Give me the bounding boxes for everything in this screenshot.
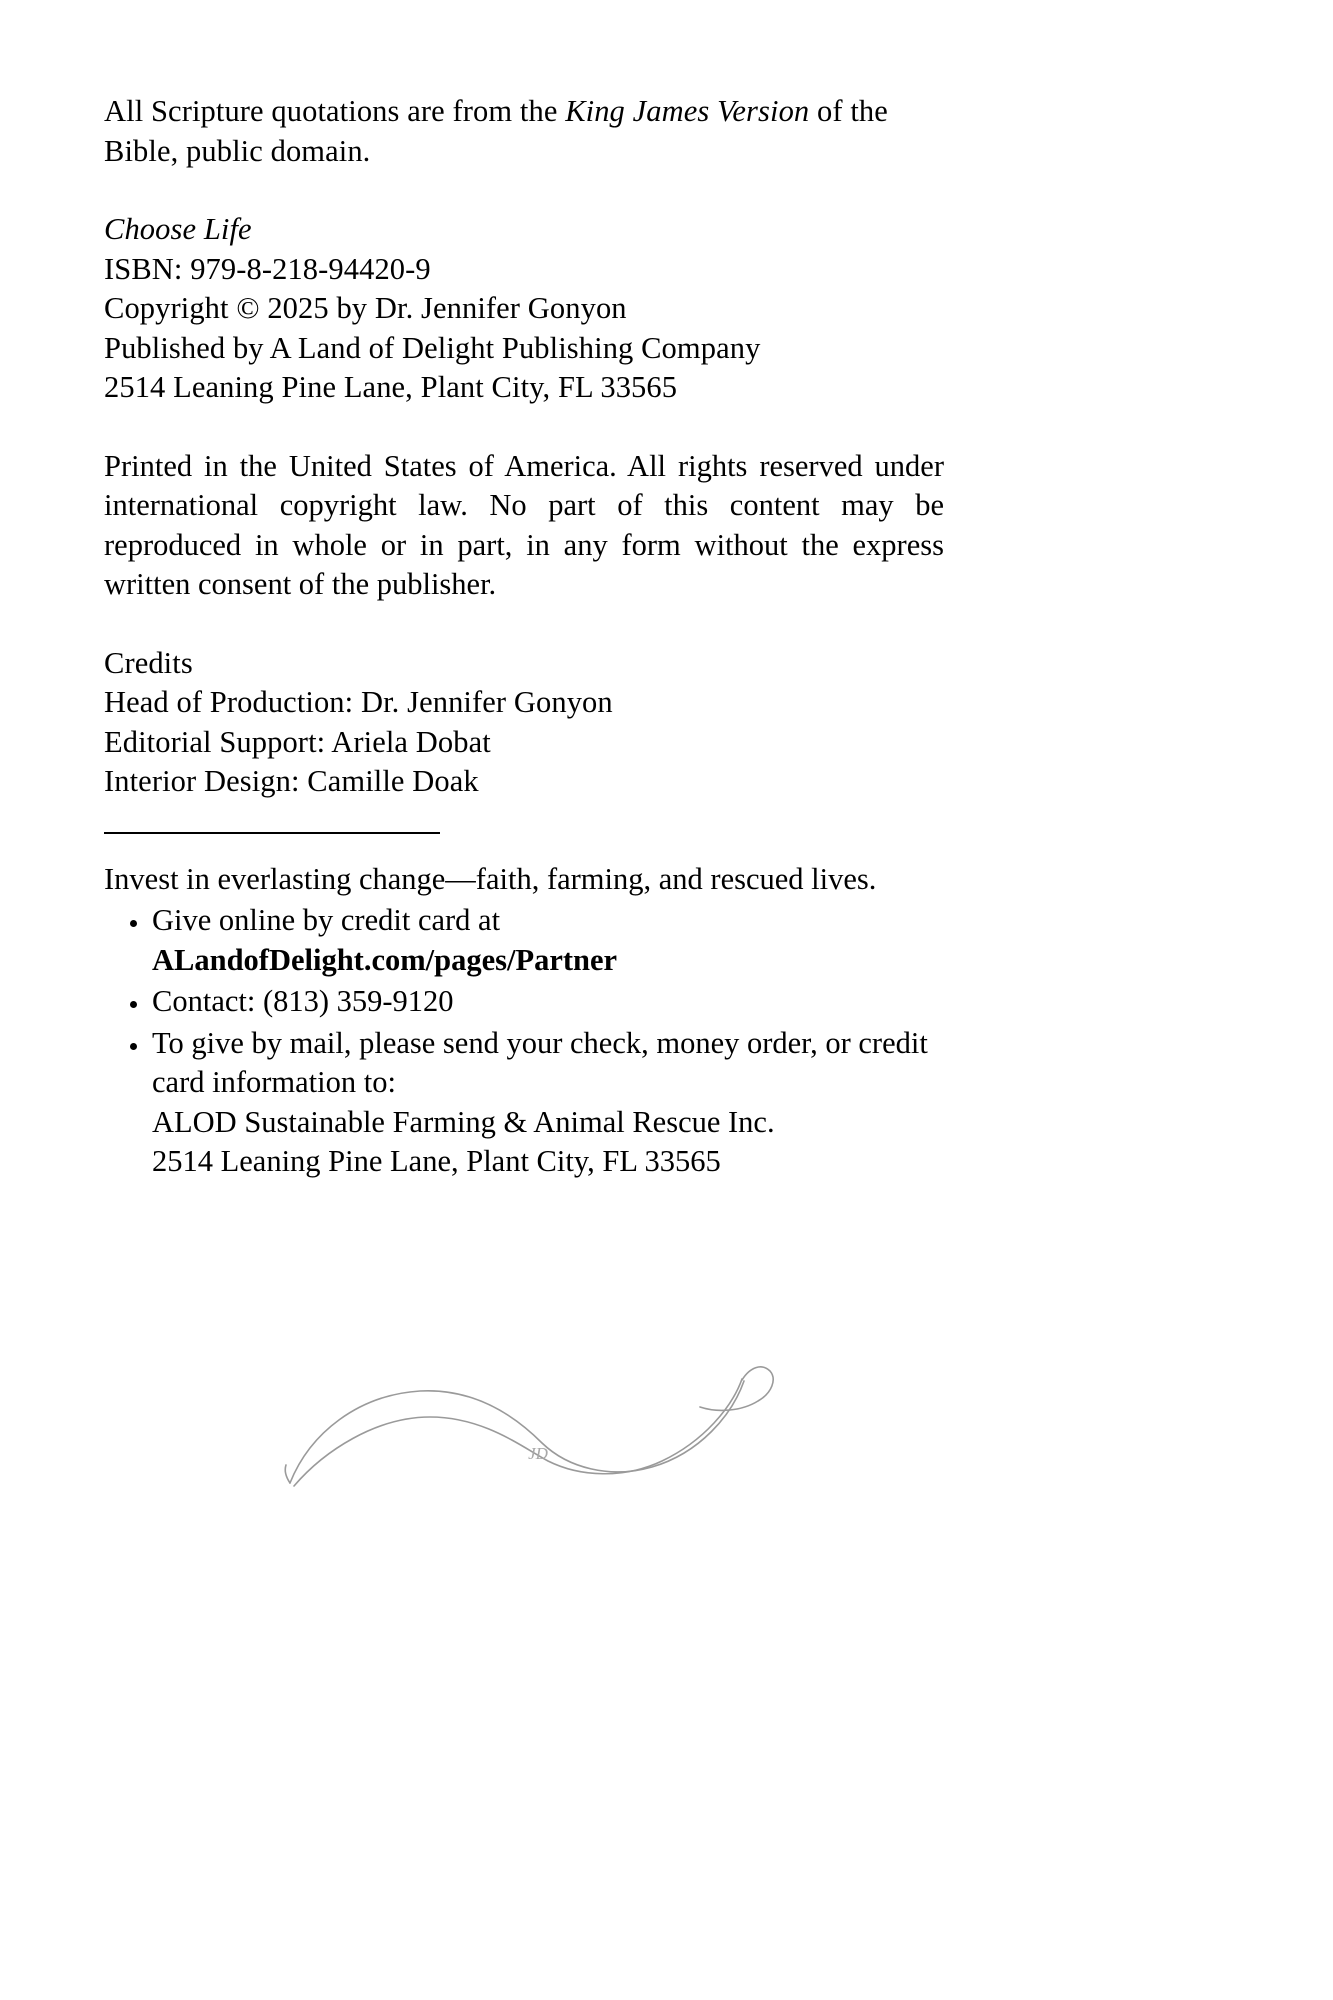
divider-wrap — [104, 802, 944, 860]
list-item-give-online — [104, 901, 934, 980]
flourish-monogram: JD — [528, 1444, 548, 1463]
partner-url[interactable]: ALandofDelight.com/pages/Partner — [152, 942, 618, 977]
spacer-after-scripture — [104, 171, 944, 210]
section-divider — [104, 832, 440, 834]
credits-heading: Credits — [104, 645, 193, 680]
list-item-contact — [104, 982, 934, 1022]
decorative-flourish — [280, 1355, 800, 1495]
give-by-mail-text: To give by mail, please send your check, money order, or credit card information to: — [152, 1025, 928, 1099]
bible-version: King James Version — [565, 94, 810, 128]
give-online-text: Give online by credit card at — [152, 903, 501, 937]
credit-head-of-production: Head of Production: Dr. Jennifer Gonyon — [104, 685, 613, 719]
contact-phone-text[interactable]: Contact: (813) 359-9120 — [152, 984, 454, 1018]
credits-block — [104, 644, 944, 802]
partner-intro: Invest in everlasting change—faith, farming, and rescued lives. — [104, 861, 877, 896]
list-item-give-by-mail — [104, 1024, 934, 1182]
scripture-note-line-1 — [104, 92, 944, 132]
giving-options-list — [104, 901, 934, 1182]
spacer-after-rights — [104, 605, 944, 644]
scripture-note-line-2: Bible, public domain. — [104, 133, 371, 168]
rights-paragraph: Printed in the United States of America. All rights reserved under international copyright law. No part of this content may be reproduced in whole or in part, in any form without the express written consent of the publisher. — [104, 448, 944, 601]
mail-organization-name: ALOD Sustainable Farming & Animal Rescue Inc. — [152, 1104, 775, 1139]
bullet-dot-icon — [130, 1043, 137, 1050]
mail-address-line: 2514 Leaning Pine Lane, Plant City, FL 33565 — [152, 1144, 721, 1178]
imprint-block — [104, 210, 944, 408]
book-title: Choose Life — [104, 212, 252, 246]
scripture-note-prefix: All Scripture quotations are from the — [104, 94, 566, 128]
credit-interior-design: Interior Design: Camille Doak — [104, 764, 479, 798]
copyright-line: Copyright © 2025 by Dr. Jennifer Gonyon — [104, 291, 627, 325]
scripture-note-suffix: of the — [809, 94, 888, 128]
flourish-svg — [280, 1355, 800, 1495]
scripture-note — [104, 92, 944, 171]
bullet-dot-icon — [130, 1001, 137, 1008]
spacer-after-imprint — [104, 408, 944, 447]
publisher-line: Published by A Land of Delight Publishing Company — [104, 330, 761, 365]
publisher-address-line: 2514 Leaning Pine Lane, Plant City, FL 33565 — [104, 370, 678, 404]
isbn-line: ISBN: 979-8-218-94420-9 — [104, 251, 431, 286]
bullet-dot-icon — [130, 920, 137, 927]
credit-editorial-support: Editorial Support: Ariela Dobat — [104, 724, 491, 759]
page-content — [104, 92, 944, 1182]
